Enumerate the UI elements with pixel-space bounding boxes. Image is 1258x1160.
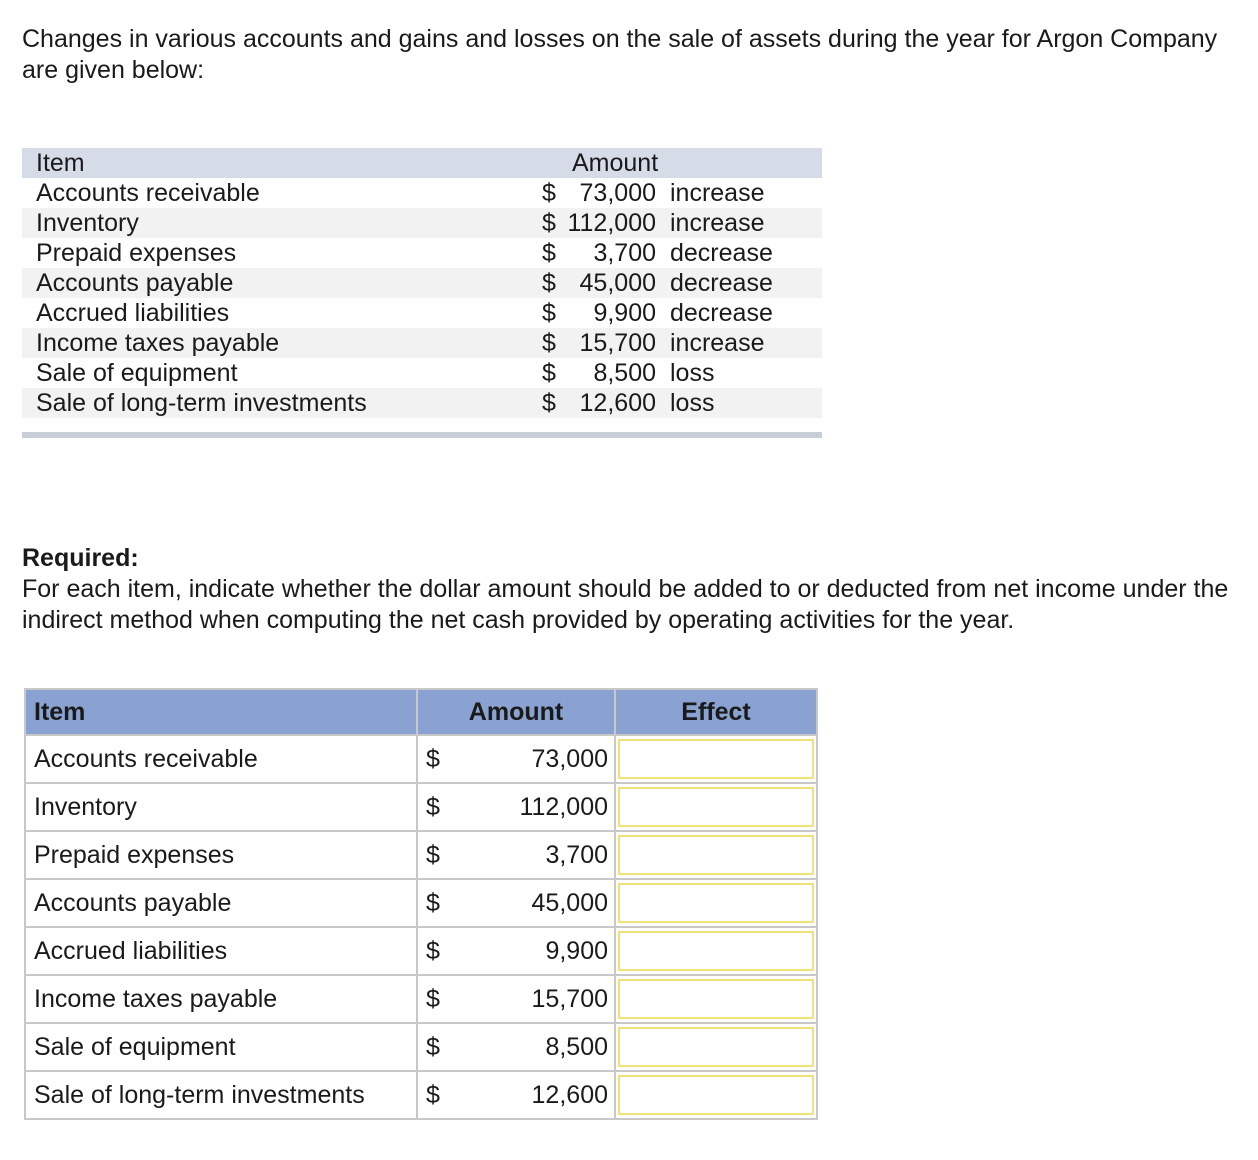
given-header-amount: Amount: [572, 149, 659, 177]
answer-row-amount: 3,700: [545, 841, 608, 869]
given-row-change: increase: [670, 209, 765, 237]
answer-row-amount: 45,000: [531, 889, 608, 917]
given-row-item: Inventory: [36, 209, 139, 237]
given-data-table: [22, 148, 822, 438]
answer-row-amount: 12,600: [531, 1081, 608, 1109]
answer-row-effect-cell: [615, 927, 817, 975]
answer-row-amount: 112,000: [519, 793, 608, 821]
answer-row-effect-cell: [615, 1071, 817, 1119]
required-section: [22, 543, 1252, 636]
answer-table: [24, 688, 818, 1120]
effect-input[interactable]: [618, 1075, 814, 1115]
answer-row: [25, 831, 817, 879]
given-row-amount: 12,600: [579, 389, 656, 417]
answer-row-amount: 8,500: [545, 1033, 608, 1061]
required-text: For each item, indicate whether the dollar amount should be added to or deducted from net income under the indirect method when computing the net cash provided by operating activities for the year.: [22, 575, 1229, 634]
answer-row-effect-cell: [615, 783, 817, 831]
given-row: [22, 238, 822, 268]
given-row: [22, 358, 822, 388]
given-row-amount: 3,700: [593, 239, 656, 267]
given-row-item: Sale of equipment: [36, 359, 238, 387]
effect-input[interactable]: [618, 979, 814, 1019]
answer-header-item: Item: [25, 689, 417, 735]
given-table-bottom-rule: [22, 432, 822, 438]
answer-row: [25, 927, 817, 975]
given-header-item: Item: [36, 149, 85, 177]
answer-row-amount: 9,900: [545, 937, 608, 965]
given-row: [22, 208, 822, 238]
answer-row-item: Prepaid expenses: [25, 831, 417, 879]
intro-text: Changes in various accounts and gains and losses on the sale of assets during the year for Argon Company are given below:: [22, 25, 1218, 84]
answer-row-dollar: $: [426, 745, 440, 773]
answer-row: [25, 975, 817, 1023]
given-row: [22, 178, 822, 208]
given-row-item: Accounts payable: [36, 269, 234, 297]
answer-row-item: Accrued liabilities: [25, 927, 417, 975]
answer-row: [25, 1071, 817, 1119]
answer-row-amount-cell: [417, 1071, 615, 1119]
given-row-change: decrease: [670, 269, 773, 297]
effect-input[interactable]: [618, 1027, 814, 1067]
answer-row-item: Income taxes payable: [25, 975, 417, 1023]
given-row: [22, 268, 822, 298]
effect-input[interactable]: [618, 787, 814, 827]
given-row: [22, 328, 822, 358]
given-row-amount: 8,500: [593, 359, 656, 387]
given-row-dollar: $: [542, 299, 556, 327]
given-row-change: loss: [670, 359, 715, 387]
given-row-amount: 15,700: [579, 329, 656, 357]
answer-row-amount-cell: [417, 927, 615, 975]
given-row-item: Income taxes payable: [36, 329, 280, 357]
answer-row-amount-cell: [417, 879, 615, 927]
answer-row-amount-cell: [417, 735, 615, 783]
given-row-item: Prepaid expenses: [36, 239, 237, 267]
answer-row-amount: 73,000: [531, 745, 608, 773]
given-row-dollar: $: [542, 389, 556, 417]
given-row-item: Accounts receivable: [36, 179, 260, 207]
given-row-dollar: $: [542, 209, 556, 237]
given-row-change: increase: [670, 329, 765, 357]
answer-row-dollar: $: [426, 1033, 440, 1061]
answer-row-effect-cell: [615, 735, 817, 783]
answer-row-amount-cell: [417, 783, 615, 831]
answer-row-amount-cell: [417, 1023, 615, 1071]
answer-row-effect-cell: [615, 879, 817, 927]
effect-input[interactable]: [618, 883, 814, 923]
answer-header-row: [25, 689, 817, 735]
effect-input[interactable]: [618, 835, 814, 875]
given-row-dollar: $: [542, 269, 556, 297]
given-row-change: increase: [670, 179, 765, 207]
answer-row-item: Accounts receivable: [25, 735, 417, 783]
answer-row-dollar: $: [426, 889, 440, 917]
given-row-amount: 9,900: [593, 299, 656, 327]
given-row-change: decrease: [670, 299, 773, 327]
given-row-amount: 112,000: [567, 209, 656, 237]
given-row-dollar: $: [542, 329, 556, 357]
answer-row-amount-cell: [417, 831, 615, 879]
given-row-change: loss: [670, 389, 715, 417]
answer-row-dollar: $: [426, 937, 440, 965]
answer-row-item: Inventory: [25, 783, 417, 831]
given-row-amount: 73,000: [579, 179, 656, 207]
answer-row-amount: 15,700: [531, 985, 608, 1013]
given-row-item: Sale of long-term investments: [36, 389, 367, 417]
answer-row-dollar: $: [426, 793, 440, 821]
answer-row: [25, 879, 817, 927]
given-header-row: [22, 148, 822, 178]
given-row-dollar: $: [542, 359, 556, 387]
answer-row: [25, 783, 817, 831]
given-row-item: Accrued liabilities: [36, 299, 230, 327]
answer-row-dollar: $: [426, 841, 440, 869]
effect-input[interactable]: [618, 931, 814, 971]
answer-row-item: Sale of equipment: [25, 1023, 417, 1071]
answer-row-effect-cell: [615, 831, 817, 879]
answer-row-amount-cell: [417, 975, 615, 1023]
given-row-dollar: $: [542, 239, 556, 267]
given-row-dollar: $: [542, 179, 556, 207]
given-row: [22, 388, 822, 418]
given-row-change: decrease: [670, 239, 773, 267]
answer-header-amount: Amount: [417, 689, 615, 735]
answer-row-item: Sale of long-term investments: [25, 1071, 417, 1119]
required-label: Required:: [22, 544, 139, 572]
answer-row-item: Accounts payable: [25, 879, 417, 927]
given-row: [22, 298, 822, 328]
answer-row: [25, 735, 817, 783]
answer-row-effect-cell: [615, 975, 817, 1023]
answer-row-dollar: $: [426, 1081, 440, 1109]
answer-row-effect-cell: [615, 1023, 817, 1071]
effect-input[interactable]: [618, 739, 814, 779]
given-row-amount: 45,000: [579, 269, 656, 297]
answer-row: [25, 1023, 817, 1071]
answer-header-effect: Effect: [615, 689, 817, 735]
answer-row-dollar: $: [426, 985, 440, 1013]
